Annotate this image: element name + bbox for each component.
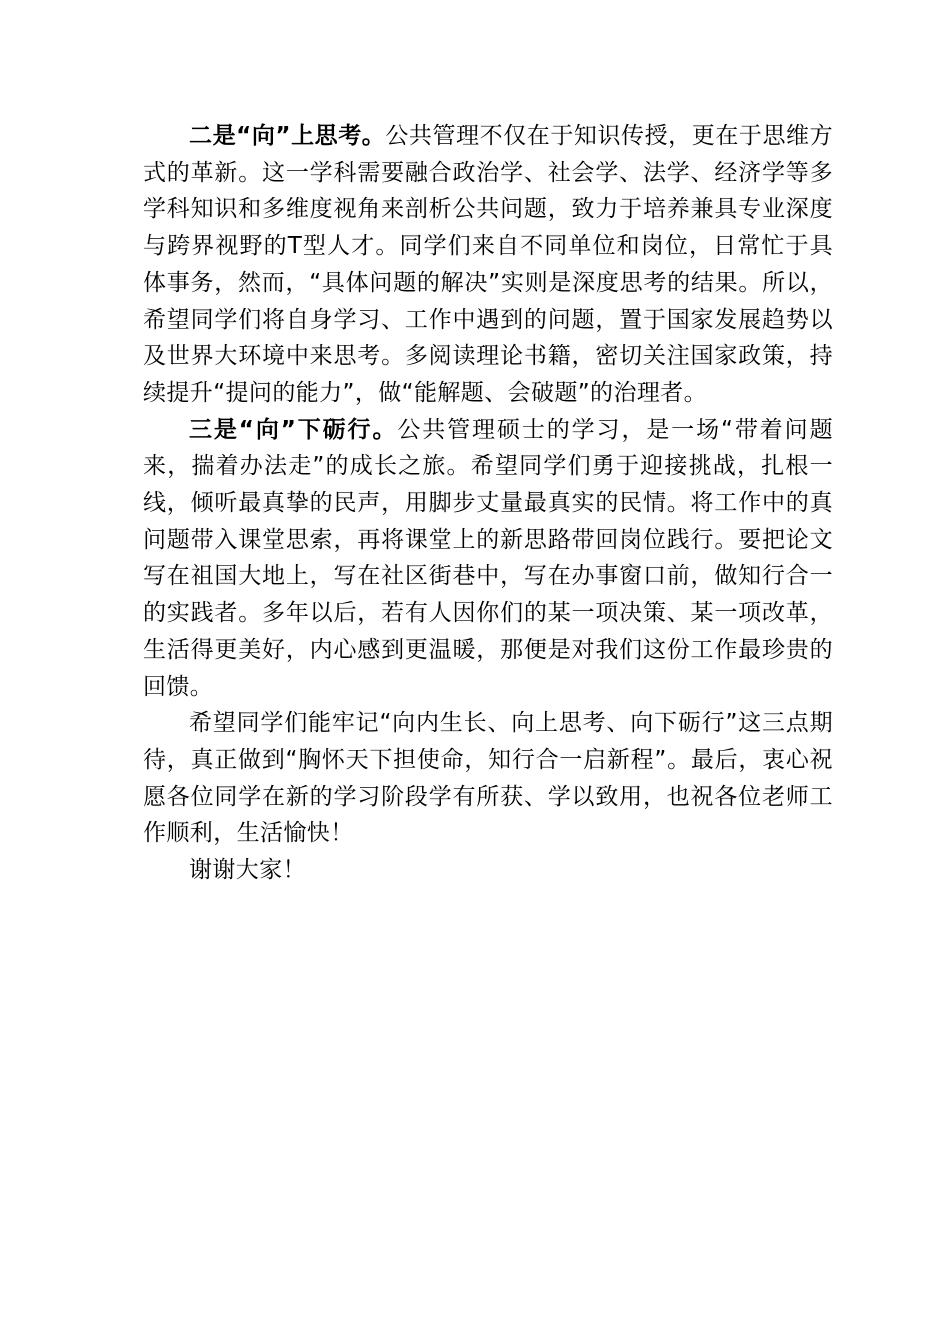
document-page	[143, 118, 833, 889]
paragraph-upward-thinking	[143, 118, 833, 412]
paragraph-body: 谢谢大家！	[189, 857, 306, 884]
paragraph-downward-practice	[143, 412, 833, 706]
paragraph-closing-wishes	[143, 705, 833, 852]
paragraph-body: 公共管理不仅在于知识传授，更在于思维方式的革新。这一学科需要融合政治学、社会学、法学、经济学等多学科知识和多维度视角来剖析公共问题，致力于培养兼具专业深度与跨界视野的T型人才。同学们来自不同单位和岗位，日常忙于具体事务，然而，“具体问题的解决”实则是深度思考的结果。所以，希望同学们将自身学习、工作中遇到的问题，置于国家发展趋势以及世界大环境中来思考。多阅读理论书籍，密切关注国家政策，持续提升“提问的能力”，做“能解题、会破题”的治理者。	[143, 123, 833, 406]
paragraph-body: 公共管理硕士的学习，是一场“带着问题来，揣着办法走”的成长之旅。希望同学们勇于迎接挑战，扎根一线，倾听最真挚的民声，用脚步丈量最真实的民情。将工作中的真问题带入课堂思索，再将课堂上的新思路带回岗位践行。要把论文写在祖国大地上，写在社区街巷中，写在办事窗口前，做知行合一的实践者。多年以后，若有人因你们的某一项决策、某一项改革，生活得更美好，内心感到更温暖，那便是对我们这份工作最珍贵的回馈。	[143, 416, 833, 700]
paragraph-thanks	[143, 852, 833, 889]
paragraph-heading: 三是“向”下砺行。	[189, 416, 398, 443]
paragraph-body: 希望同学们能牢记“向内生长、向上思考、向下砺行”这三点期待，真正做到“胸怀天下担使命，知行合一启新程”。最后，衷心祝愿各位同学在新的学习阶段学有所获、学以致用，也祝各位老师工作顺利，生活愉快！	[143, 710, 833, 847]
paragraph-heading: 二是“向”上思考。	[189, 123, 386, 149]
